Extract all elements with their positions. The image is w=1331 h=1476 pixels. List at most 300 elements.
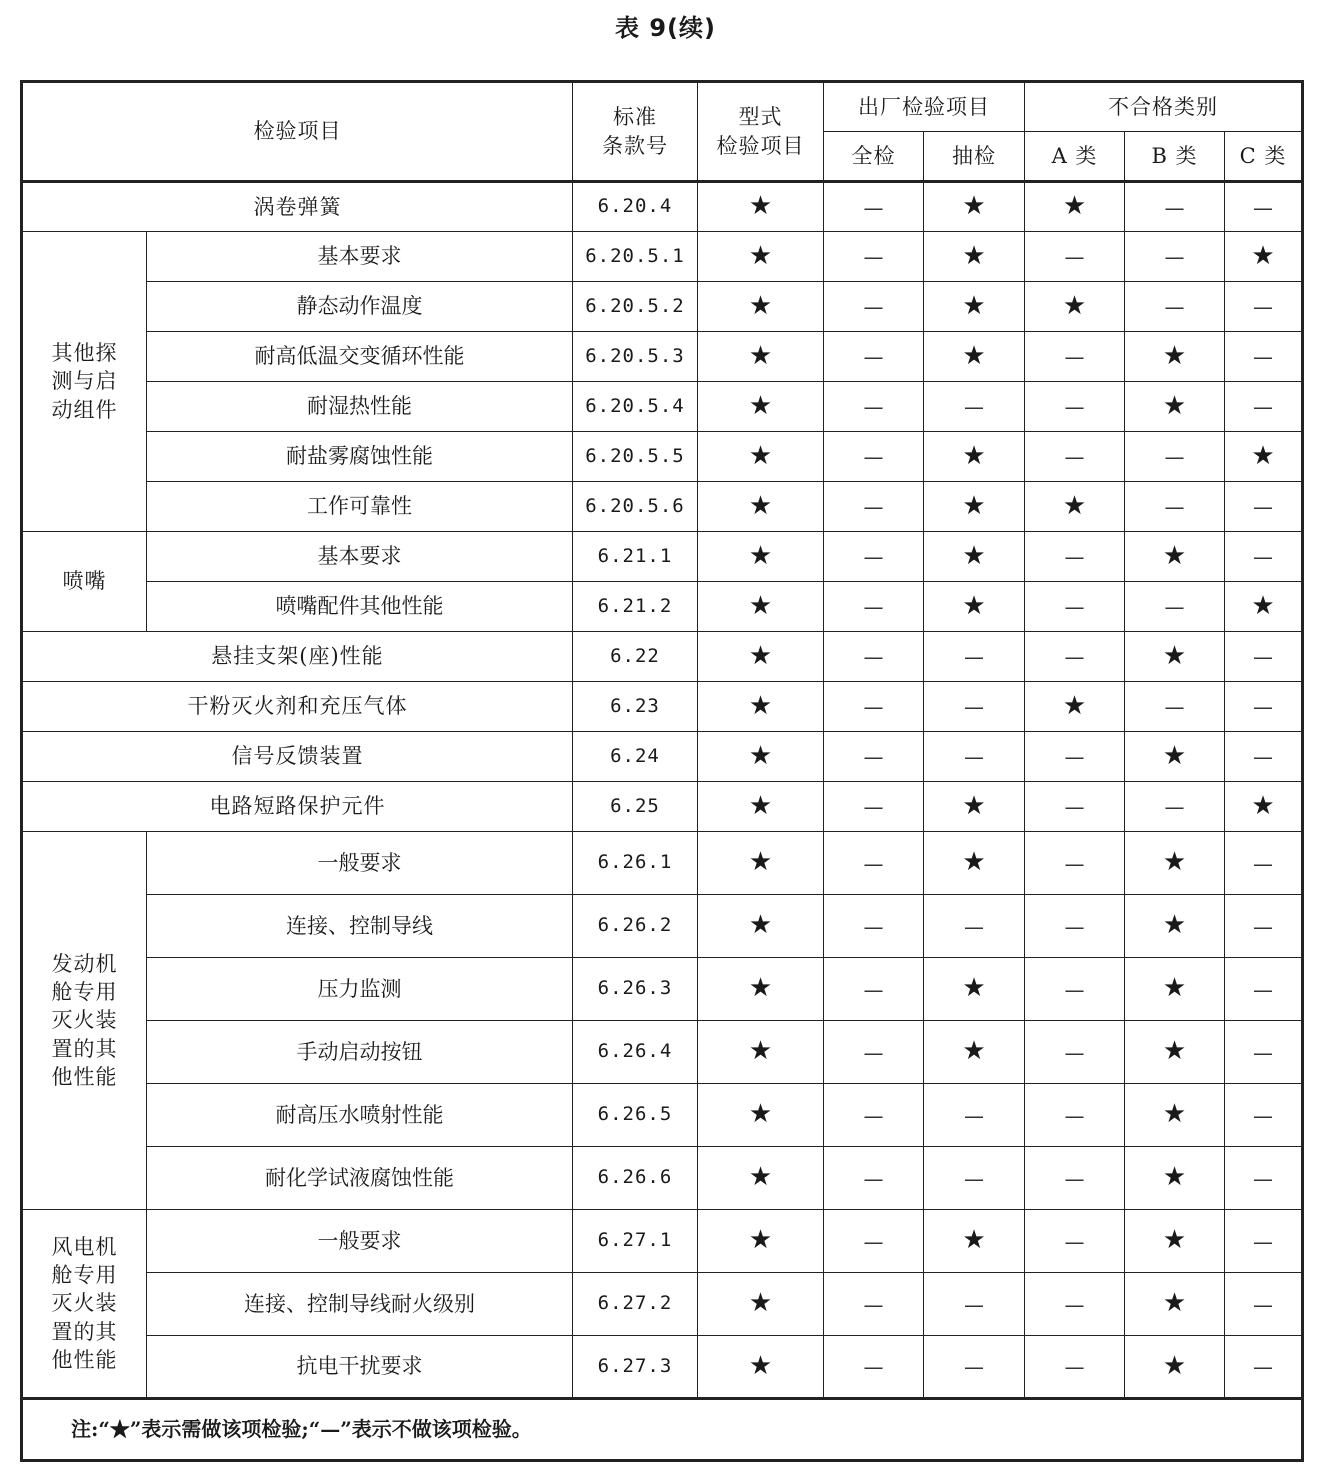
clause-cell: 6.26.6 [573, 1147, 698, 1210]
mark-cell-full-inspection [824, 182, 924, 232]
mark-cell-full-inspection [824, 1336, 924, 1399]
table-note: 注:“★”表示需做该项检验;“—”表示不做该项检验。 [22, 1399, 1303, 1461]
dash-mark: — [1164, 495, 1185, 520]
clause-cell: 6.21.2 [573, 582, 698, 632]
dash-mark: — [1253, 1040, 1273, 1065]
mark-cell-type-test [698, 1336, 824, 1399]
header-sampling: 抽检 [924, 132, 1025, 182]
dash-mark: — [1064, 851, 1085, 876]
dash-mark: — [964, 1292, 984, 1317]
mark-cell-class-a [1025, 1021, 1125, 1084]
dash-mark: — [1253, 495, 1273, 520]
header-nonconformity: 不合格类别 [1025, 82, 1303, 132]
dash-mark: — [863, 745, 884, 770]
mark-cell-class-b [1125, 482, 1225, 532]
item-cell: 静态动作温度 [147, 282, 573, 332]
mark-cell-type-test [698, 332, 824, 382]
mark-cell-class-a [1025, 1147, 1125, 1210]
dash-mark: — [863, 395, 884, 420]
group-cell: 其他探 测与启 动组件 [22, 232, 147, 532]
dash-mark: — [863, 1229, 884, 1254]
dash-mark: — [863, 1103, 884, 1128]
mark-cell-class-c [1225, 1021, 1303, 1084]
mark-cell-class-b [1125, 1147, 1225, 1210]
dash-mark: — [863, 645, 884, 670]
table-row [22, 1336, 1303, 1399]
star-mark: ★ [962, 290, 986, 321]
table-row [22, 332, 1303, 382]
star-mark: ★ [1162, 340, 1187, 371]
mark-cell-full-inspection [824, 682, 924, 732]
star-mark: ★ [748, 440, 773, 471]
mark-cell-class-c [1225, 832, 1303, 895]
mark-cell-sampling [924, 1147, 1025, 1210]
item-cell: 基本要求 [147, 232, 573, 282]
dash-mark: — [863, 295, 884, 320]
dash-mark: — [1253, 395, 1273, 420]
star-mark: ★ [962, 490, 986, 521]
mark-cell-type-test [698, 1210, 824, 1273]
table-title: 表 9(续) [615, 14, 716, 42]
dash-mark: — [1253, 345, 1273, 370]
dash-mark: — [964, 745, 984, 770]
mark-cell-class-c [1225, 632, 1303, 682]
table-row [22, 832, 1303, 895]
star-mark: ★ [1162, 1162, 1187, 1193]
dash-mark: — [1253, 914, 1273, 939]
table-row [22, 1147, 1303, 1210]
dash-mark: — [863, 545, 884, 570]
mark-cell-class-c [1225, 1210, 1303, 1273]
mark-cell-type-test [698, 1273, 824, 1336]
mark-cell-class-c [1225, 382, 1303, 432]
item-cell: 耐高压水喷射性能 [147, 1084, 573, 1147]
star-mark: ★ [1162, 847, 1187, 878]
mark-cell-full-inspection [824, 382, 924, 432]
star-mark: ★ [1162, 910, 1187, 941]
star-mark: ★ [962, 1225, 986, 1256]
star-mark: ★ [748, 490, 773, 521]
table-row [22, 232, 1303, 282]
mark-cell-sampling [924, 432, 1025, 482]
mark-cell-full-inspection [824, 582, 924, 632]
mark-cell-class-a [1025, 582, 1125, 632]
table-row [22, 182, 1303, 232]
clause-cell: 6.20.4 [573, 182, 698, 232]
mark-cell-class-c [1225, 282, 1303, 332]
star-mark: ★ [748, 191, 773, 222]
mark-cell-type-test [698, 232, 824, 282]
star-mark: ★ [748, 1036, 773, 1067]
table-row [22, 532, 1303, 582]
dash-mark: — [1064, 1103, 1085, 1128]
dash-mark: — [964, 695, 984, 720]
mark-cell-sampling [924, 232, 1025, 282]
mark-cell-class-c [1225, 1273, 1303, 1336]
dash-mark: — [1253, 645, 1273, 670]
mark-cell-class-b [1125, 232, 1225, 282]
table-row [22, 582, 1303, 632]
star-mark: ★ [962, 440, 986, 471]
mark-cell-class-c [1225, 432, 1303, 482]
table-row [22, 632, 1303, 682]
group-cell: 喷嘴 [22, 532, 147, 632]
table-row [22, 1210, 1303, 1273]
mark-cell-class-c [1225, 895, 1303, 958]
clause-cell: 6.27.2 [573, 1273, 698, 1336]
dash-mark: — [1064, 1229, 1085, 1254]
mark-cell-class-c [1225, 232, 1303, 282]
mark-cell-sampling [924, 582, 1025, 632]
star-mark: ★ [962, 1036, 986, 1067]
mark-cell-class-a [1025, 832, 1125, 895]
dash-mark: — [1064, 1040, 1085, 1065]
mark-cell-sampling [924, 632, 1025, 682]
mark-cell-full-inspection [824, 632, 924, 682]
item-cell: 压力监测 [147, 958, 573, 1021]
mark-cell-type-test [698, 895, 824, 958]
item-cell: 连接、控制导线 [147, 895, 573, 958]
star-mark: ★ [748, 910, 773, 941]
dash-mark: — [1064, 545, 1085, 570]
clause-cell: 6.26.5 [573, 1084, 698, 1147]
clause-cell: 6.24 [573, 732, 698, 782]
mark-cell-full-inspection [824, 732, 924, 782]
star-mark: ★ [1162, 1099, 1187, 1130]
mark-cell-class-c [1225, 1084, 1303, 1147]
mark-cell-full-inspection [824, 232, 924, 282]
star-mark: ★ [962, 240, 986, 271]
dash-mark: — [1064, 795, 1085, 820]
mark-cell-class-b [1125, 382, 1225, 432]
mark-cell-sampling [924, 1273, 1025, 1336]
dash-mark: — [1253, 1103, 1273, 1128]
mark-cell-class-b [1125, 332, 1225, 382]
dash-mark: — [1253, 1166, 1273, 1191]
mark-cell-type-test [698, 182, 824, 232]
mark-cell-class-b [1125, 282, 1225, 332]
mark-cell-class-b [1125, 1273, 1225, 1336]
mark-cell-class-a [1025, 1336, 1125, 1399]
dash-mark: — [1253, 851, 1273, 876]
item-cell: 耐化学试液腐蚀性能 [147, 1147, 573, 1210]
mark-cell-class-b [1125, 732, 1225, 782]
dash-mark: — [964, 914, 984, 939]
star-mark: ★ [1251, 440, 1275, 471]
dash-mark: — [1064, 445, 1085, 470]
star-mark: ★ [748, 540, 773, 571]
mark-cell-type-test [698, 382, 824, 432]
dash-mark: — [863, 1292, 884, 1317]
mark-cell-type-test [698, 1021, 824, 1084]
dash-mark: — [863, 695, 884, 720]
item-cell: 电路短路保护元件 [22, 782, 573, 832]
mark-cell-class-c [1225, 732, 1303, 782]
dash-mark: — [964, 1166, 984, 1191]
item-cell: 干粉灭火剂和充压气体 [22, 682, 573, 732]
clause-cell: 6.23 [573, 682, 698, 732]
star-mark: ★ [962, 540, 986, 571]
item-cell: 耐高低温交变循环性能 [147, 332, 573, 382]
mark-cell-sampling [924, 682, 1025, 732]
mark-cell-type-test [698, 1084, 824, 1147]
star-mark: ★ [748, 290, 773, 321]
dash-mark: — [863, 195, 884, 220]
star-mark: ★ [748, 1225, 773, 1256]
mark-cell-class-a [1025, 1210, 1125, 1273]
dash-mark: — [863, 1166, 884, 1191]
dash-mark: — [1064, 1355, 1085, 1380]
mark-cell-class-b [1125, 432, 1225, 482]
table-row [22, 958, 1303, 1021]
star-mark: ★ [1251, 240, 1275, 271]
mark-cell-sampling [924, 282, 1025, 332]
dash-mark: — [1253, 195, 1273, 220]
star-mark: ★ [748, 790, 773, 821]
star-mark: ★ [1062, 690, 1087, 721]
dash-mark: — [1253, 745, 1273, 770]
mark-cell-full-inspection [824, 832, 924, 895]
table-row [22, 432, 1303, 482]
dash-mark: — [1064, 1166, 1085, 1191]
header-item: 检验项目 [22, 82, 573, 182]
group-cell: 风电机 舱专用 灭火装 置的其 他性能 [22, 1210, 147, 1399]
table-row [22, 282, 1303, 332]
mark-cell-type-test [698, 958, 824, 1021]
star-mark: ★ [748, 640, 773, 671]
mark-cell-class-c [1225, 682, 1303, 732]
dash-mark: — [1164, 195, 1185, 220]
dash-mark: — [1253, 295, 1273, 320]
table-row [22, 782, 1303, 832]
dash-mark: — [1064, 745, 1085, 770]
star-mark: ★ [748, 690, 773, 721]
header-class-b: B 类 [1125, 132, 1225, 182]
mark-cell-class-a [1025, 632, 1125, 682]
table-row [22, 482, 1303, 532]
star-mark: ★ [1162, 1225, 1187, 1256]
star-mark: ★ [748, 340, 773, 371]
star-mark: ★ [962, 590, 986, 621]
mark-cell-class-a [1025, 282, 1125, 332]
clause-cell: 6.27.1 [573, 1210, 698, 1273]
header-full-inspection: 全检 [824, 132, 924, 182]
mark-cell-type-test [698, 632, 824, 682]
mark-cell-class-b [1125, 532, 1225, 582]
dash-mark: — [1253, 1229, 1273, 1254]
mark-cell-full-inspection [824, 958, 924, 1021]
mark-cell-type-test [698, 532, 824, 582]
table-row [22, 1084, 1303, 1147]
dash-mark: — [1064, 245, 1085, 270]
item-cell: 工作可靠性 [147, 482, 573, 532]
mark-cell-full-inspection [824, 1147, 924, 1210]
mark-cell-class-b [1125, 632, 1225, 682]
mark-cell-sampling [924, 732, 1025, 782]
dash-mark: — [1064, 645, 1085, 670]
item-cell: 喷嘴配件其他性能 [147, 582, 573, 632]
mark-cell-sampling [924, 482, 1025, 532]
mark-cell-class-b [1125, 1021, 1225, 1084]
item-cell: 涡卷弹簧 [22, 182, 573, 232]
mark-cell-class-b [1125, 958, 1225, 1021]
mark-cell-full-inspection [824, 432, 924, 482]
mark-cell-full-inspection [824, 1021, 924, 1084]
mark-cell-class-a [1025, 432, 1125, 482]
mark-cell-class-a [1025, 182, 1125, 232]
mark-cell-type-test [698, 432, 824, 482]
mark-cell-sampling [924, 832, 1025, 895]
star-mark: ★ [1162, 740, 1187, 771]
mark-cell-class-b [1125, 182, 1225, 232]
star-mark: ★ [748, 1350, 773, 1381]
mark-cell-sampling [924, 782, 1025, 832]
mark-cell-full-inspection [824, 482, 924, 532]
dash-mark: — [964, 1355, 984, 1380]
item-cell: 手动启动按钮 [147, 1021, 573, 1084]
dash-mark: — [1253, 977, 1273, 1002]
dash-mark: — [1164, 695, 1185, 720]
item-cell: 抗电干扰要求 [147, 1336, 573, 1399]
mark-cell-class-b [1125, 582, 1225, 632]
table-row [22, 1021, 1303, 1084]
table-row [22, 895, 1303, 958]
dash-mark: — [863, 977, 884, 1002]
star-mark: ★ [1162, 1350, 1187, 1381]
dash-mark: — [863, 345, 884, 370]
mark-cell-full-inspection [824, 1273, 924, 1336]
clause-cell: 6.25 [573, 782, 698, 832]
dash-mark: — [1164, 295, 1185, 320]
mark-cell-class-b [1125, 1336, 1225, 1399]
star-mark: ★ [748, 390, 773, 421]
mark-cell-sampling [924, 895, 1025, 958]
star-mark: ★ [962, 191, 986, 222]
mark-cell-class-c [1225, 958, 1303, 1021]
mark-cell-type-test [698, 1147, 824, 1210]
dash-mark: — [1064, 395, 1085, 420]
mark-cell-class-b [1125, 895, 1225, 958]
table-row [22, 1273, 1303, 1336]
star-mark: ★ [1162, 540, 1187, 571]
mark-cell-class-a [1025, 1084, 1125, 1147]
star-mark: ★ [748, 1099, 773, 1130]
dash-mark: — [964, 645, 984, 670]
mark-cell-class-c [1225, 532, 1303, 582]
mark-cell-full-inspection [824, 282, 924, 332]
mark-cell-type-test [698, 782, 824, 832]
mark-cell-class-c [1225, 332, 1303, 382]
item-cell: 连接、控制导线耐火级别 [147, 1273, 573, 1336]
dash-mark: — [1064, 977, 1085, 1002]
item-cell: 一般要求 [147, 832, 573, 895]
item-cell: 一般要求 [147, 1210, 573, 1273]
star-mark: ★ [1162, 1036, 1187, 1067]
star-mark: ★ [1162, 640, 1187, 671]
table-body [22, 182, 1303, 1399]
mark-cell-class-b [1125, 682, 1225, 732]
dash-mark: — [1253, 695, 1273, 720]
inspection-table [20, 80, 1304, 1462]
mark-cell-type-test [698, 682, 824, 732]
clause-cell: 6.20.5.4 [573, 382, 698, 432]
star-mark: ★ [748, 740, 773, 771]
dash-mark: — [1164, 595, 1185, 620]
header-std-clause: 标准 条款号 [573, 82, 698, 182]
dash-mark: — [964, 1103, 984, 1128]
mark-cell-type-test [698, 482, 824, 532]
mark-cell-class-c [1225, 482, 1303, 532]
star-mark: ★ [1251, 590, 1275, 621]
clause-cell: 6.27.3 [573, 1336, 698, 1399]
star-mark: ★ [1162, 1288, 1187, 1319]
dash-mark: — [1164, 795, 1185, 820]
star-mark: ★ [962, 973, 986, 1004]
mark-cell-class-a [1025, 532, 1125, 582]
mark-cell-class-a [1025, 232, 1125, 282]
mark-cell-sampling [924, 332, 1025, 382]
item-cell: 基本要求 [147, 532, 573, 582]
dash-mark: — [1164, 245, 1185, 270]
star-mark: ★ [1062, 490, 1087, 521]
mark-cell-sampling [924, 532, 1025, 582]
clause-cell: 6.22 [573, 632, 698, 682]
item-cell: 信号反馈装置 [22, 732, 573, 782]
mark-cell-sampling [924, 382, 1025, 432]
mark-cell-class-a [1025, 332, 1125, 382]
star-mark: ★ [748, 1288, 773, 1319]
star-mark: ★ [962, 340, 986, 371]
star-mark: ★ [1062, 191, 1087, 222]
mark-cell-full-inspection [824, 1210, 924, 1273]
mark-cell-class-b [1125, 1084, 1225, 1147]
mark-cell-class-a [1025, 682, 1125, 732]
dash-mark: — [1064, 595, 1085, 620]
mark-cell-full-inspection [824, 332, 924, 382]
star-mark: ★ [748, 847, 773, 878]
mark-cell-type-test [698, 582, 824, 632]
dash-mark: — [1064, 1292, 1085, 1317]
item-cell: 悬挂支架(座)性能 [22, 632, 573, 682]
mark-cell-full-inspection [824, 782, 924, 832]
table-row [22, 732, 1303, 782]
clause-cell: 6.20.5.1 [573, 232, 698, 282]
mark-cell-type-test [698, 832, 824, 895]
table-row [22, 682, 1303, 732]
star-mark: ★ [748, 240, 773, 271]
dash-mark: — [964, 395, 984, 420]
star-mark: ★ [748, 590, 773, 621]
mark-cell-sampling [924, 1210, 1025, 1273]
clause-cell: 6.20.5.6 [573, 482, 698, 532]
clause-cell: 6.26.4 [573, 1021, 698, 1084]
mark-cell-class-a [1025, 732, 1125, 782]
item-cell: 耐湿热性能 [147, 382, 573, 432]
dash-mark: — [1064, 345, 1085, 370]
item-cell: 耐盐雾腐蚀性能 [147, 432, 573, 482]
mark-cell-sampling [924, 958, 1025, 1021]
mark-cell-class-a [1025, 482, 1125, 532]
mark-cell-type-test [698, 732, 824, 782]
star-mark: ★ [1162, 973, 1187, 1004]
mark-cell-class-c [1225, 1147, 1303, 1210]
dash-mark: — [863, 595, 884, 620]
star-mark: ★ [1251, 790, 1275, 821]
header-class-c: C 类 [1225, 132, 1303, 182]
mark-cell-class-b [1125, 782, 1225, 832]
clause-cell: 6.21.1 [573, 532, 698, 582]
dash-mark: — [863, 1040, 884, 1065]
